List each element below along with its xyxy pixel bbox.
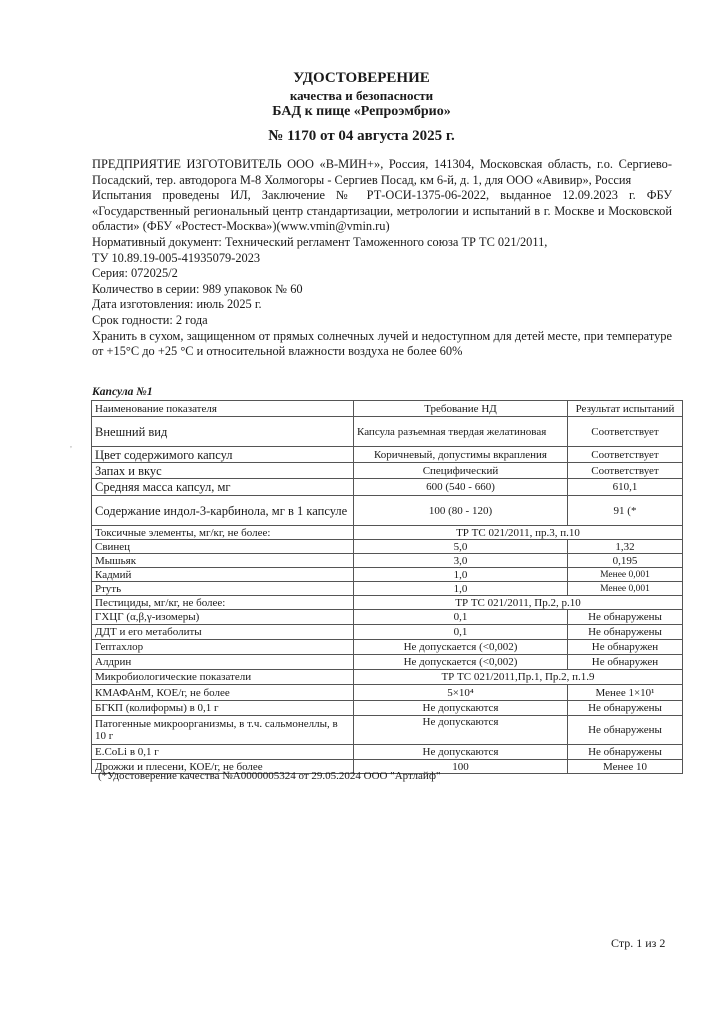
table-row: [92, 417, 683, 447]
row-result: 0,195: [568, 554, 683, 568]
table-row: [92, 640, 683, 655]
row-requirement: 600 (540 - 660): [354, 479, 568, 496]
table-row: [92, 655, 683, 670]
row-requirement: 5×10⁴: [354, 685, 568, 701]
row-name: Дрожжи и плесени, КОЕ/г, не более: [92, 760, 354, 774]
row-requirement: Коричневый, допустимы вкрапления: [354, 447, 568, 463]
row-requirement: Не допускаются: [354, 701, 568, 716]
row-requirement: 3,0: [354, 554, 568, 568]
row-result: Не обнаружен: [568, 655, 683, 670]
row-name: Кадмий: [92, 568, 354, 582]
section-name: Пестициды, мг/кг, не более:: [92, 596, 354, 610]
table-row: [92, 610, 683, 625]
row-name: ДДТ и его метаболиты: [92, 625, 354, 640]
table-row: [92, 463, 683, 479]
storage-text: Хранить в сухом, защищенном от прямых солнечных лучей и недоступном для детей месте, при температуре от +15°С до +25 °С и относительной влажности воздуха не более 60%: [92, 328, 672, 359]
document-subtitle: качества и безопасности: [289, 88, 434, 103]
row-requirement: Не допускаются: [354, 716, 568, 745]
certificate-info: [92, 157, 672, 360]
row-result: Соответствует: [568, 463, 683, 479]
row-result: 1,32: [568, 540, 683, 554]
row-result: Соответствует: [568, 417, 683, 447]
table-section-row: [92, 670, 683, 685]
row-name: ГХЦГ (α,β,γ-изомеры): [92, 610, 354, 625]
table-row: [92, 745, 683, 760]
row-name: Цвет содержимого капсул: [92, 447, 354, 463]
row-requirement: 100: [354, 760, 568, 774]
row-name: Свинец: [92, 540, 354, 554]
table-row: [92, 716, 683, 745]
row-requirement: 5,0: [354, 540, 568, 554]
section-requirement: ТР ТС 021/2011, пр.3, п.10: [354, 526, 683, 540]
row-name: E.CoLi в 0,1 г: [92, 745, 354, 760]
quantity-text: Количество в серии: 989 упаковок № 60: [92, 281, 303, 296]
row-result: Менее 0,001: [568, 568, 683, 582]
section-requirement: ТР ТС 021/2011, Пр.2, р.10: [354, 596, 683, 610]
row-result: Не обнаружены: [568, 716, 683, 745]
row-result: Не обнаружен: [568, 640, 683, 655]
table-row: [92, 540, 683, 554]
row-requirement: 0,1: [354, 610, 568, 625]
manufacture-date-text: Дата изготовления: июль 2025 г.: [92, 297, 262, 312]
row-requirement: 1,0: [354, 582, 568, 596]
row-requirement: Капсула разъемная твердая желатиновая: [354, 417, 568, 447]
row-requirement: 1,0: [354, 568, 568, 582]
product-name: БАД к пище «Репроэмбрио»: [272, 104, 451, 119]
row-result: 610,1: [568, 479, 683, 496]
row-name: БГКП (колиформы) в 0,1 г: [92, 701, 354, 716]
row-name: Гептахлор: [92, 640, 354, 655]
document-type-title: УДОСТОВЕРЕНИЕ: [293, 70, 430, 86]
footnote: (*Удостоверение качества №А0000005324 от 29.05.2024 ООО "Артлайф": [98, 770, 441, 782]
row-requirement: Не допускается (<0,002): [354, 655, 568, 670]
row-name: КМАФАнМ, КОЕ/г, не более: [92, 685, 354, 701]
table-row: [92, 496, 683, 526]
table-row: [92, 568, 683, 582]
row-name: Алдрин: [92, 655, 354, 670]
table-row: [92, 554, 683, 568]
table-row: [92, 685, 683, 701]
manufacturer-text: ПРЕДПРИЯТИЕ ИЗГОТОВИТЕЛЬ ООО «В-МИН+», Россия, 141304, Московская область, г.о. Сергиево-Посадский, тер. автодорога М-8 Холмогоры - Сергиев Посад, км 6-й, д. 1, для ООО «Авивир», Россия: [92, 157, 672, 187]
row-name: Патогенные микроорганизмы, в т.ч. сальмонеллы, в 10 г: [92, 716, 354, 745]
row-requirement: Специфический: [354, 463, 568, 479]
header-indicator: Наименование показателя: [92, 401, 354, 417]
header-requirement: Требование НД: [354, 401, 568, 417]
table-section-row: [92, 596, 683, 610]
row-name: Запах и вкус: [92, 463, 354, 479]
row-requirement: Не допускаются: [354, 745, 568, 760]
row-result: Не обнаружены: [568, 625, 683, 640]
row-result: Менее 10: [568, 760, 683, 774]
normative-text: Нормативный документ: Технический регламент Таможенного союза ТР ТС 021/2011,: [92, 234, 548, 249]
row-requirement: 0,1: [354, 625, 568, 640]
series-text: Серия: 072025/2: [92, 266, 178, 281]
shelf-life-text: Срок годности: 2 года: [92, 312, 208, 327]
section-requirement: ТР ТС 021/2011,Пр.1, Пр.2, п.1.9: [354, 670, 683, 685]
table-row: [92, 625, 683, 640]
row-result: Не обнаружены: [568, 610, 683, 625]
row-name: Мышьяк: [92, 554, 354, 568]
row-name: Средняя масса капсул, мг: [92, 479, 354, 496]
row-result: Соответствует: [568, 447, 683, 463]
table-row: [92, 447, 683, 463]
table-row: [92, 479, 683, 496]
row-result: Менее 0,001: [568, 582, 683, 596]
row-result: Менее 1×10¹: [568, 685, 683, 701]
scan-speck: ,: [70, 440, 72, 449]
row-name: Ртуть: [92, 582, 354, 596]
row-name: Содержание индол-3-карбинола, мг в 1 капсуле: [92, 496, 354, 526]
section-name: Токсичные элементы, мг/кг, не более:: [92, 526, 354, 540]
section-name: Микробиологические показатели: [92, 670, 354, 685]
row-name: Внешний вид: [92, 417, 354, 447]
table-section-row: [92, 526, 683, 540]
specification-table: [91, 400, 683, 774]
testing-text: Испытания проведены ИЛ, Заключение № РТ-ОСИ-1375-06-2022, выданное 12.09.2023 г. ФБУ «Государственный региональный центр стандартизации, метрологии и испытаний в г. Москве и Московской области» (ФБУ «Ростест-Москва»)(www.vmin@vmin.ru): [92, 188, 672, 234]
header-result: Результат испытаний: [568, 401, 683, 417]
table-row: [92, 582, 683, 596]
capsule-section-title: Капсула №1: [92, 386, 153, 398]
row-requirement: Не допускается (<0,002): [354, 640, 568, 655]
row-result: Не обнаружены: [568, 745, 683, 760]
row-result: Не обнаружены: [568, 701, 683, 716]
row-requirement: 100 (80 - 120): [354, 496, 568, 526]
table-row: [92, 701, 683, 716]
row-result: 91 (*: [568, 496, 683, 526]
tu-text: ТУ 10.89.19-005-41935079-2023: [92, 250, 261, 265]
page-number: Стр. 1 из 2: [611, 936, 666, 950]
table-header-row: [92, 401, 683, 417]
certificate-number-date: № 1170 от 04 августа 2025 г.: [268, 128, 455, 144]
